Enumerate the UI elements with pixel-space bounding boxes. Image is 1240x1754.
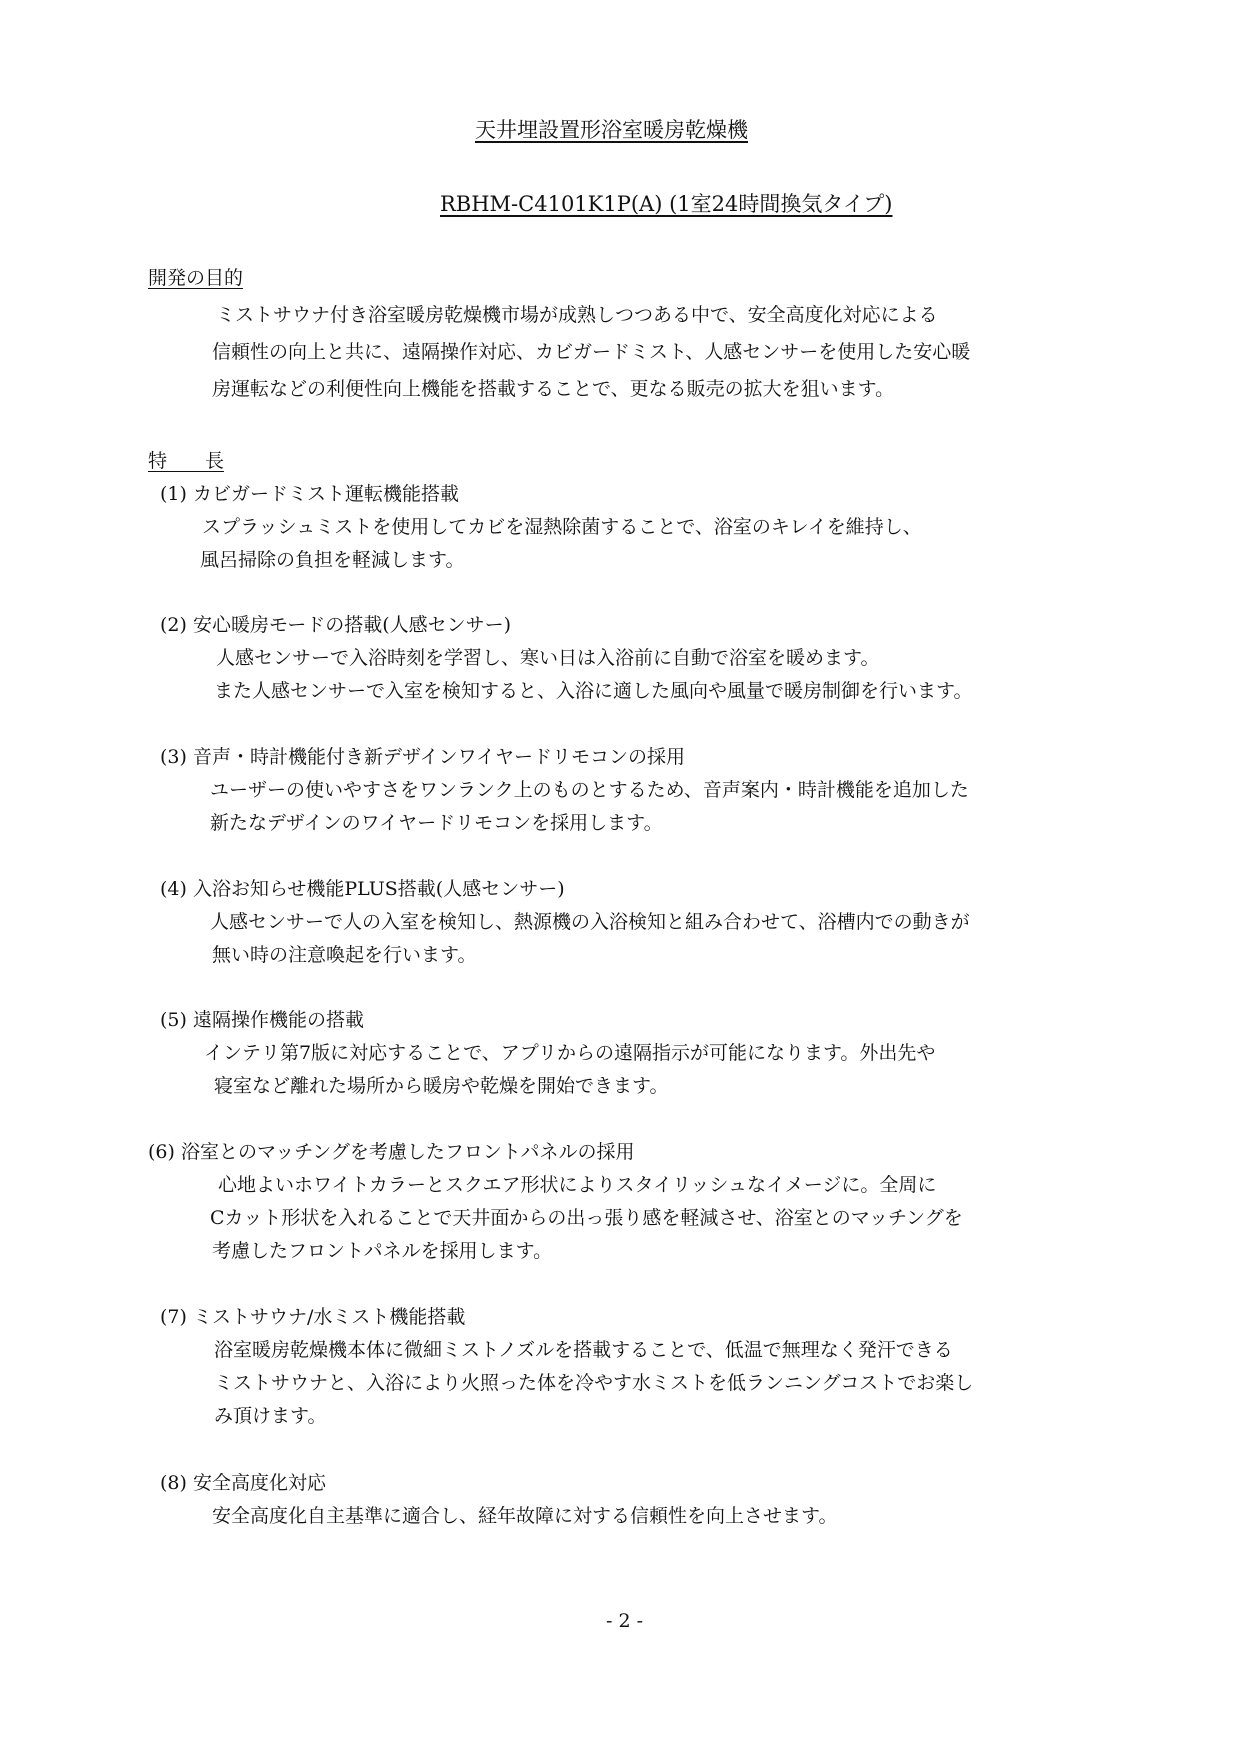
purpose-heading: 開発の目的 <box>148 267 244 289</box>
document-title: 天井埋設置形浴室暖房乾燥機 <box>475 118 748 142</box>
feature-line: 人感センサーで入浴時刻を学習し、寒い日は入浴前に自動で浴室を暖めます。 <box>216 647 880 669</box>
feature-line: 無い時の注意喚起を行います。 <box>212 944 477 966</box>
feature-line: 安全高度化自主基準に適合し、経年故障に対する信頼性を向上させます。 <box>212 1505 838 1527</box>
feature-line: ユーザーの使いやすさをワンランク上のものとするため、音声案内・時計機能を追加した <box>210 779 969 801</box>
feature-line: み頂けます。 <box>214 1405 327 1427</box>
feature-line: ミストサウナと、入浴により火照った体を冷やす水ミストを低ランニングコストでお楽し <box>214 1372 974 1394</box>
feature-line: 風呂掃除の負担を軽減します。 <box>200 549 465 571</box>
feature-title: (5) 遠隔操作機能の搭載 <box>160 1009 364 1031</box>
feature-title: (2) 安心暖房モードの搭載(人感センサー) <box>160 614 512 636</box>
feature-line: 人感センサーで人の入室を検知し、熱源機の入浴検知と組み合わせて、浴槽内での動きが <box>210 911 970 933</box>
feature-title: (4) 入浴お知らせ機能PLUS搭載(人感センサー) <box>160 878 565 900</box>
page-number: - 2 - <box>606 1610 644 1632</box>
feature-title: (6) 浴室とのマッチングを考慮したフロントパネルの採用 <box>148 1141 635 1163</box>
purpose-line: ミストサウナ付き浴室暖房乾燥機市場が成熟しつつある中で、安全高度化対応による <box>216 304 938 326</box>
feature-line: また人感センサーで入室を検知すると、入浴に適した風向や風量で暖房制御を行います。 <box>214 680 973 702</box>
features-heading: 特 長 <box>148 450 225 472</box>
feature-line: インテリ第7版に対応することで、アプリからの遠隔指示が可能になります。外出先や <box>204 1042 936 1064</box>
purpose-line: 信頼性の向上と共に、遠隔操作対応、カビガードミスト、人感センサーを使用した安心暖 <box>212 341 971 363</box>
feature-title: (1) カビガードミスト運転機能搭載 <box>160 483 459 505</box>
feature-line: スプラッシュミストを使用してカビを湿熱除菌することで、浴室のキレイを維持し、 <box>202 516 922 538</box>
document-subtitle: RBHM-C4101K1P(A) (1室24時間換気タイプ) <box>440 192 893 216</box>
feature-line: 浴室暖房乾燥機本体に微細ミストノズルを搭載することで、低温で無理なく発汗できる <box>214 1339 953 1361</box>
feature-line: 考慮したフロントパネルを採用します。 <box>212 1240 553 1262</box>
feature-title: (7) ミストサウナ/水ミスト機能搭載 <box>160 1306 466 1328</box>
purpose-line: 房運転などの利便性向上機能を搭載することで、更なる販売の拡大を狙います。 <box>212 378 895 400</box>
feature-title: (8) 安全高度化対応 <box>160 1472 326 1494</box>
feature-title: (3) 音声・時計機能付き新デザインワイヤードリモコンの採用 <box>160 746 686 768</box>
feature-line: 新たなデザインのワイヤードリモコンを採用します。 <box>210 812 663 834</box>
feature-line: 寝室など離れた場所から暖房や乾燥を開始できます。 <box>214 1075 669 1097</box>
feature-line: 心地よいホワイトカラーとスクエア形状によりスタイリッシュなイメージに。全周に <box>218 1174 937 1196</box>
feature-line: Cカット形状を入れることで天井面からの出っ張り感を軽減させ、浴室とのマッチングを <box>210 1207 963 1229</box>
